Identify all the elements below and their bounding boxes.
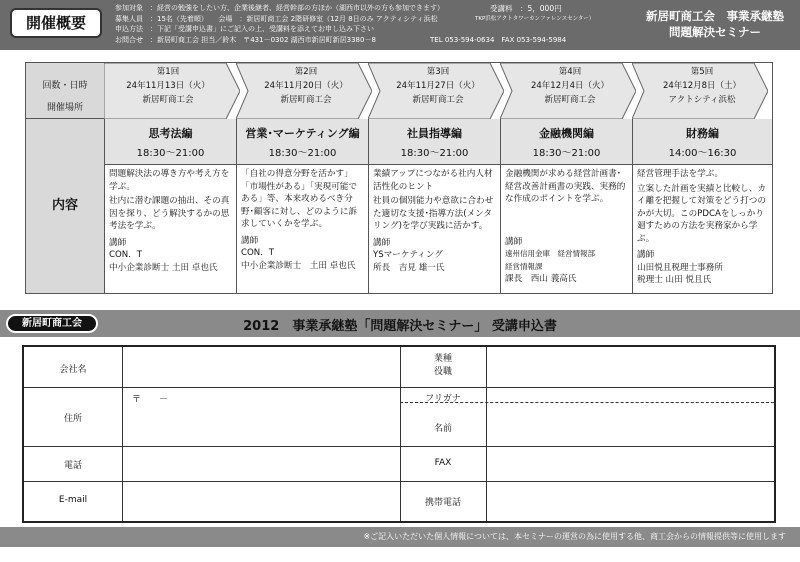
lecturer: [109, 237, 232, 275]
session-3-topic: [368, 119, 500, 165]
name-label: 名前: [433, 424, 452, 434]
topic-time: 18:30～21:00: [136, 148, 205, 159]
desc-text: 立案した計画を実績と比較し、カイ離を把握して対策をどう打つのかが大切。このPDCAをしっかり廻すための方法を実務家から学ぶ。: [637, 183, 766, 244]
mobile-field[interactable]: [487, 482, 773, 520]
info-contact: お問合せ ：新居町商工会 担当／鈴木 〒431－0302 湖西市新居町新居3380－8: [115, 35, 376, 44]
session-3-num: 第3回: [426, 67, 450, 77]
form-title: 2012 事業承継塾「問題解決セミナー」 受講申込書: [243, 319, 557, 334]
session-4-date: 24年12月4日（火）: [530, 81, 610, 91]
session-1-header: [104, 63, 240, 119]
topic-title: 思考法編: [148, 127, 193, 140]
desc-text: 問題解決法の導き方や考え方を学ぶ。: [109, 169, 230, 192]
fax-field[interactable]: [487, 447, 773, 480]
desc-text: 社内に潜む課題の抽出、その真因を探り、どう解決するかの思考法を学ぶ。: [109, 196, 230, 231]
industry-label-line2: 役職: [433, 367, 452, 377]
industry-label-line1: 業種: [433, 354, 452, 364]
lecturer-label: 講師: [505, 236, 523, 247]
label-date: [26, 63, 104, 119]
session-4-desc: [500, 165, 632, 293]
postal-mark: 〒 －: [132, 395, 169, 405]
session-1-topic: [104, 119, 236, 165]
label-date-line2: 開催場所: [46, 103, 83, 113]
fax-label: FAX: [434, 458, 452, 468]
session-2-desc: [236, 165, 368, 293]
phone-field[interactable]: [123, 447, 399, 480]
topic-title: 財務編: [686, 127, 719, 140]
info-capacity: 募集人員 ：15名（先着順） 会場 ：新居町商工会 2階研修室（12月 8日のみ アクティシティ浜松: [115, 14, 438, 23]
lecturer-name: 課長 西山 義高氏: [505, 274, 577, 284]
lecturer-name: 中小企業診断士 土田 卓也氏: [241, 260, 356, 271]
session-5-place: アクトシティ浜松: [668, 95, 736, 105]
session-4-header: [500, 63, 636, 119]
company-field[interactable]: [123, 348, 399, 386]
session-5-header: [632, 63, 768, 119]
venue-note: TKP浜松アクトタワーカンファレンスセンター）: [475, 16, 595, 22]
session-2-header: [236, 63, 372, 119]
topic-time: 18:30～21:00: [532, 148, 601, 159]
session-4-place: 新居町商工会: [544, 95, 596, 105]
session-1-date: 24年11月13日（火）: [126, 81, 210, 91]
lecturer-org: CON．T: [109, 250, 143, 260]
lecturer: [505, 236, 628, 286]
email-label: E-mail: [58, 495, 88, 505]
session-2-date: 24年11月20日（火）: [264, 81, 348, 91]
furigana-label: フリガナ: [425, 394, 461, 404]
desc-text: 金融機関が求める経営計画書･経営改善計画書の実践、実務的な作成のポイントを学ぶ。: [505, 169, 626, 204]
session-1-num: 第1回: [156, 67, 180, 77]
session-1-desc: [104, 165, 236, 293]
session-3-desc: [368, 165, 500, 293]
topic-time: 18:30～21:00: [268, 148, 337, 159]
label-date-line1: 回数・日時: [42, 81, 88, 91]
session-2-place: 新居町商工会: [280, 95, 332, 105]
lecturer-name: 所長 吉見 雄一氏: [373, 262, 445, 273]
lecturer-label: 講師: [109, 237, 127, 248]
topic-time: 18:30～21:00: [400, 148, 469, 159]
lecturer-label: 講師: [241, 235, 259, 246]
topic-title: 営業･マーケティング編: [245, 127, 360, 140]
session-4-num: 第4回: [558, 67, 582, 77]
email-field[interactable]: [123, 482, 399, 520]
session-2-num: 第2回: [294, 67, 318, 77]
lecturer-org: CON．T: [241, 248, 275, 258]
lecturer-name: 中小企業診断士 土田 卓也氏: [109, 262, 218, 273]
lecturer: [241, 235, 364, 273]
desc-text: 「自社の得意分野を活かす」「市場性がある」「実現可能である」等、本来攻めるべき分野･顧客に対し、どのように訴求していくかを学ぶ。: [241, 169, 358, 229]
org-title: [640, 8, 790, 40]
session-5-desc: [632, 165, 772, 293]
topic-time: 14:00～16:30: [668, 148, 737, 159]
fee-text: 受講料 ：5，000円: [490, 4, 562, 13]
tel-fax: TEL 053-594-0634 FAX 053-594-5984: [430, 36, 567, 44]
company-label: 会社名: [59, 365, 87, 375]
session-4-topic: [500, 119, 632, 165]
session-5-date: 24年12月8日（土）: [662, 81, 742, 91]
org-pill: 新居町商工会: [6, 314, 98, 333]
session-5-topic: [632, 119, 772, 165]
furigana-field[interactable]: [487, 388, 773, 401]
lecturer: [637, 249, 768, 287]
lecturer-dept: 経営情報課: [505, 261, 543, 271]
lecturer-label: 講師: [373, 237, 391, 248]
session-3-header: [368, 63, 504, 119]
lecturer-org: YSマーケティング: [373, 250, 443, 260]
topic-title: 社員指導編: [407, 127, 462, 140]
lecturer-org: 山田悦且税理士事務所: [637, 262, 723, 273]
application-form: [22, 345, 776, 523]
form-title-band: [0, 310, 800, 337]
desc-text: 社員の個別能力や意欲に合わせた適切な支援･指導方法(メンタリング)を学び実践に活かす。: [373, 196, 494, 231]
lecturer: [373, 237, 496, 275]
session-1-place: 新居町商工会: [142, 95, 194, 105]
lecturer-label: 講師: [637, 250, 655, 260]
session-2-topic: [236, 119, 368, 165]
topic-title: 金融機関編: [539, 127, 594, 140]
name-field[interactable]: [487, 404, 773, 445]
info-target: 参加対象 ：経営の勉強をしたい方、企業後継者、経営幹部の方ほか（湖西市以外の方も参加できます）: [115, 4, 444, 12]
privacy-band: [0, 527, 800, 547]
lecturer-name: 税理士 山田 悦且氏: [637, 275, 712, 285]
address-field[interactable]: [123, 388, 399, 445]
address-label: 住所: [63, 414, 82, 424]
info-apply: 申込方法 ：下記「受講申込書」にご記入の上、受講料を添えてお申し込み下さい: [115, 25, 374, 33]
overview-badge: 開催概要: [10, 8, 102, 38]
session-5-num: 第5回: [690, 67, 714, 77]
phone-label: 電話: [63, 461, 82, 471]
session-3-date: 24年11月27日（火）: [396, 81, 480, 91]
org-title-line2: 問題解決セミナー: [669, 25, 761, 39]
lecturer-org: 遠州信用金庫 経営情報部: [505, 249, 595, 258]
mobile-label: 携帯電話: [424, 498, 461, 508]
industry-label: [400, 353, 486, 379]
desc-text: 経営管理手法を学ぶ。: [637, 169, 724, 179]
label-content: 内容: [26, 119, 104, 293]
desc-text: 業績アップにつながる社内人材活性化のヒント: [373, 169, 493, 192]
session-3-place: 新居町商工会: [412, 95, 464, 105]
industry-field[interactable]: [487, 348, 773, 386]
privacy-note: ※ご記入いただいた個人情報については、本セミナーの運営の為に使用する他、商工会からの情報提供等に使用します: [363, 532, 786, 541]
org-title-line1: 新居町商工会 事業承継塾: [646, 9, 784, 23]
schedule-table: [25, 62, 773, 294]
header-band: [0, 0, 800, 50]
